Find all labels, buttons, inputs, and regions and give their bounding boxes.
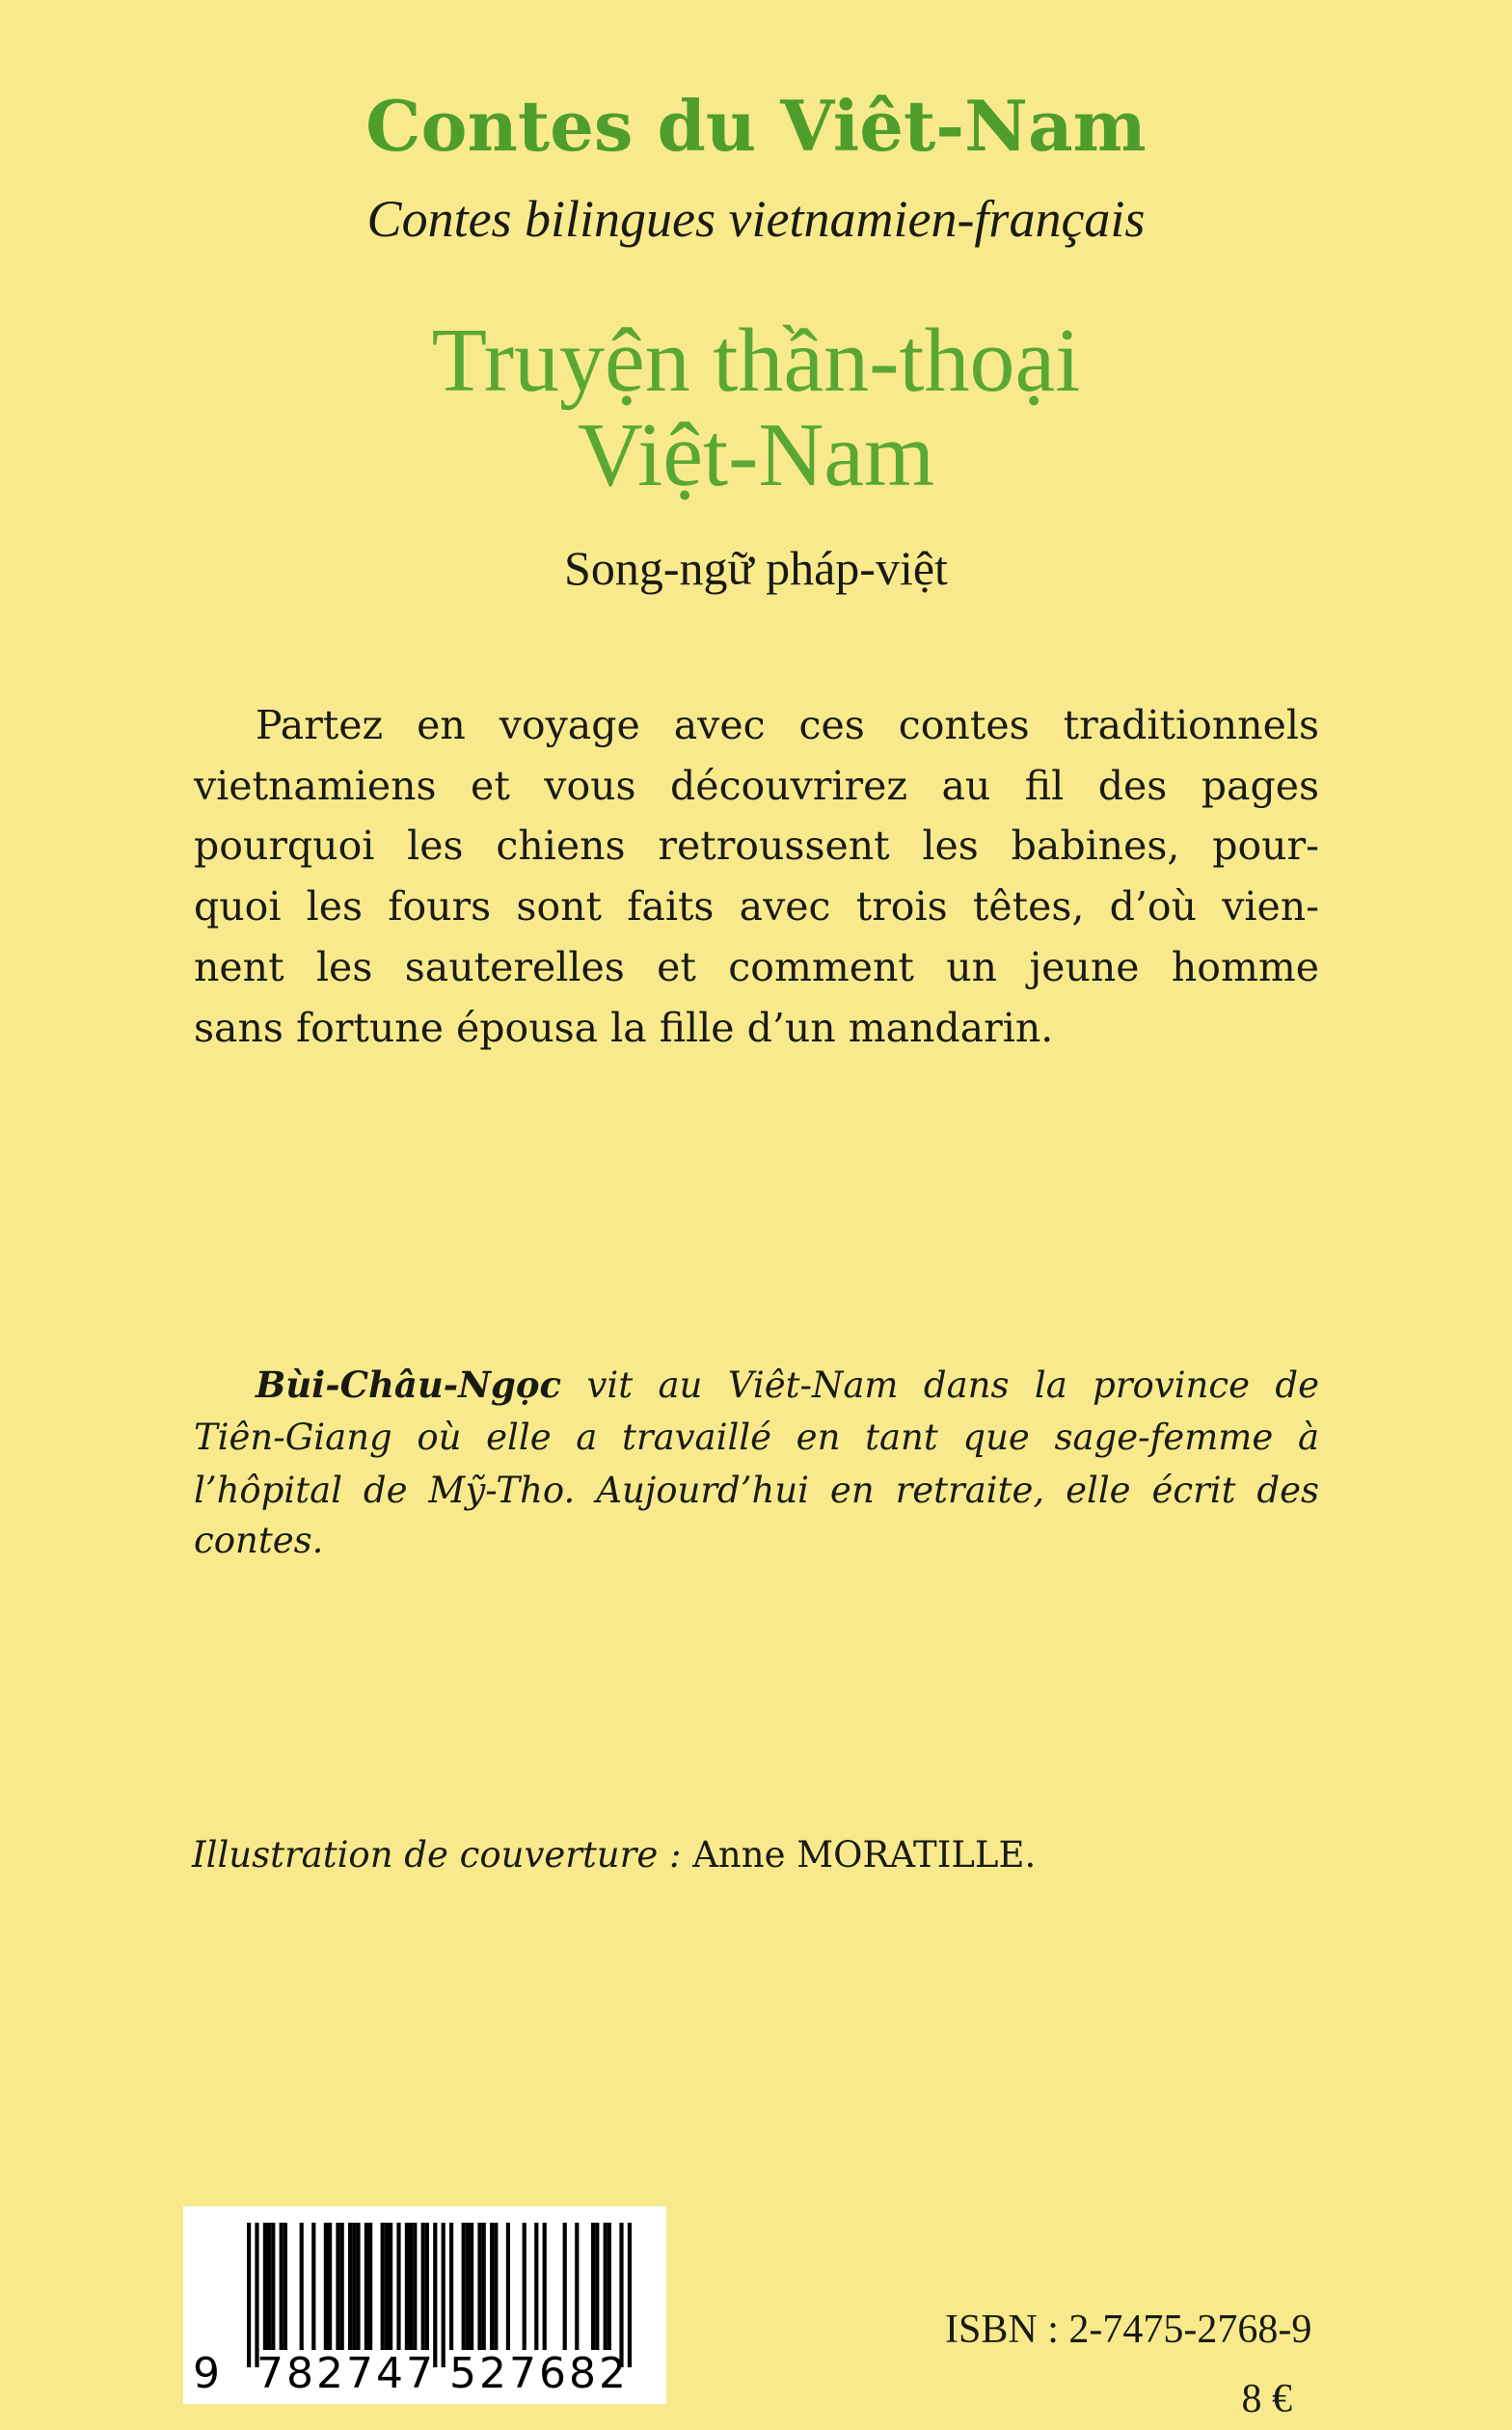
barcode-bar [482,2223,486,2350]
barcode-bar [263,2223,267,2350]
barcode-bar [356,2223,360,2350]
barcode-bar [324,2223,328,2350]
bio-line: contes. [194,1520,324,1561]
barcode-bar [628,2223,632,2367]
barcode-bar [575,2223,579,2350]
barcode-bar [534,2223,538,2350]
blurb-line: sans fortune épousa la fille d’un mandarin. [194,1005,1054,1051]
barcode [183,2206,666,2404]
barcode-bar [433,2223,437,2367]
illustration-credit [192,1834,1036,1876]
barcode-bar [470,2223,473,2350]
barcode-bar [284,2223,287,2350]
barcode-bar [608,2223,611,2350]
blurb-line: pourquoi les chiens retroussent les babines, pour- [194,823,1319,869]
barcode-bar [396,2223,400,2350]
barcode-bar [340,2223,344,2350]
barcode-bar [267,2223,271,2350]
bio-line: l’hôpital de Mỹ-Tho. Aujourd’hui en retraite, elle écrit des [194,1470,1319,1511]
barcode-bar [336,2223,339,2350]
barcode-bar [462,2223,466,2350]
series-title: Contes du Viêt-Nam [365,85,1147,167]
vietnamese-subtitle: Song-ngữ pháp-việt [564,541,948,595]
barcode-bar [300,2223,304,2350]
price: 8 € [1241,2377,1292,2421]
barcode-bar [490,2223,494,2350]
blurb-line: vietnamiens et vous découvrirez au fil des pages [194,763,1319,809]
barcode-bar [352,2223,356,2350]
barcode-bar [368,2223,372,2350]
author-name: Bùi-Châu-Ngọc [256,1364,562,1406]
barcode-bar [413,2223,417,2350]
barcode-bar [477,2223,481,2350]
illustration-label: Illustration de couverture : [192,1834,682,1876]
barcode-bar [247,2223,251,2367]
barcode-bar [255,2223,258,2367]
barcode-bar [409,2223,413,2350]
barcode-bar [466,2223,470,2350]
barcode-bar [591,2223,595,2350]
barcode-bar [421,2223,425,2350]
vietnamese-title-line1: Truyện thần-thoại [431,310,1081,411]
blurb-line: Partez en voyage avec ces contes traditionnels [256,702,1319,748]
barcode-bar [271,2223,275,2350]
barcode-bar [494,2223,498,2350]
barcode-bar [280,2223,284,2350]
barcode-bar [595,2223,599,2350]
barcode-bar [543,2223,547,2350]
barcode-bar [311,2223,315,2350]
barcode-bar [425,2223,429,2350]
barcode-bar [604,2223,608,2350]
barcode-bar [385,2223,389,2350]
barcode-first-digit: 9 [193,2349,220,2398]
barcode-bar [328,2223,332,2350]
bio-text: vit au Viêt-Nam dans la province de [561,1364,1319,1406]
barcode-bar [442,2223,446,2367]
barcode-bar [348,2223,352,2350]
bio-line: Tiên-Giang où elle a travaillé en tant que sage-femme à [194,1417,1319,1458]
illustrator-name: Anne MORATILLE. [681,1834,1037,1876]
barcode-right-digits: 527682 [449,2349,629,2398]
barcode-bar [506,2223,510,2350]
barcode-bar [364,2223,368,2350]
barcode-bar [619,2223,623,2367]
series-subtitle: Contes bilingues vietnamien-français [366,190,1146,248]
vietnamese-title-line2: Việt-Nam [577,405,935,505]
barcode-bar [449,2223,453,2350]
barcode-left-digits: 782747 [256,2349,436,2398]
blurb-line: nent les sauterelles et comment un jeune homme [194,944,1319,990]
bio-line [256,1364,1319,1406]
blurb-line: quoi les fours sont faits avec trois têtes, d’où vien- [194,883,1319,930]
barcode-bar [389,2223,392,2350]
barcode-bar [381,2223,385,2350]
barcode-bar [523,2223,526,2350]
isbn: ISBN : 2-7475-2768-9 [945,2308,1312,2352]
barcode-bar [563,2223,567,2350]
barcode-bar [405,2223,409,2350]
